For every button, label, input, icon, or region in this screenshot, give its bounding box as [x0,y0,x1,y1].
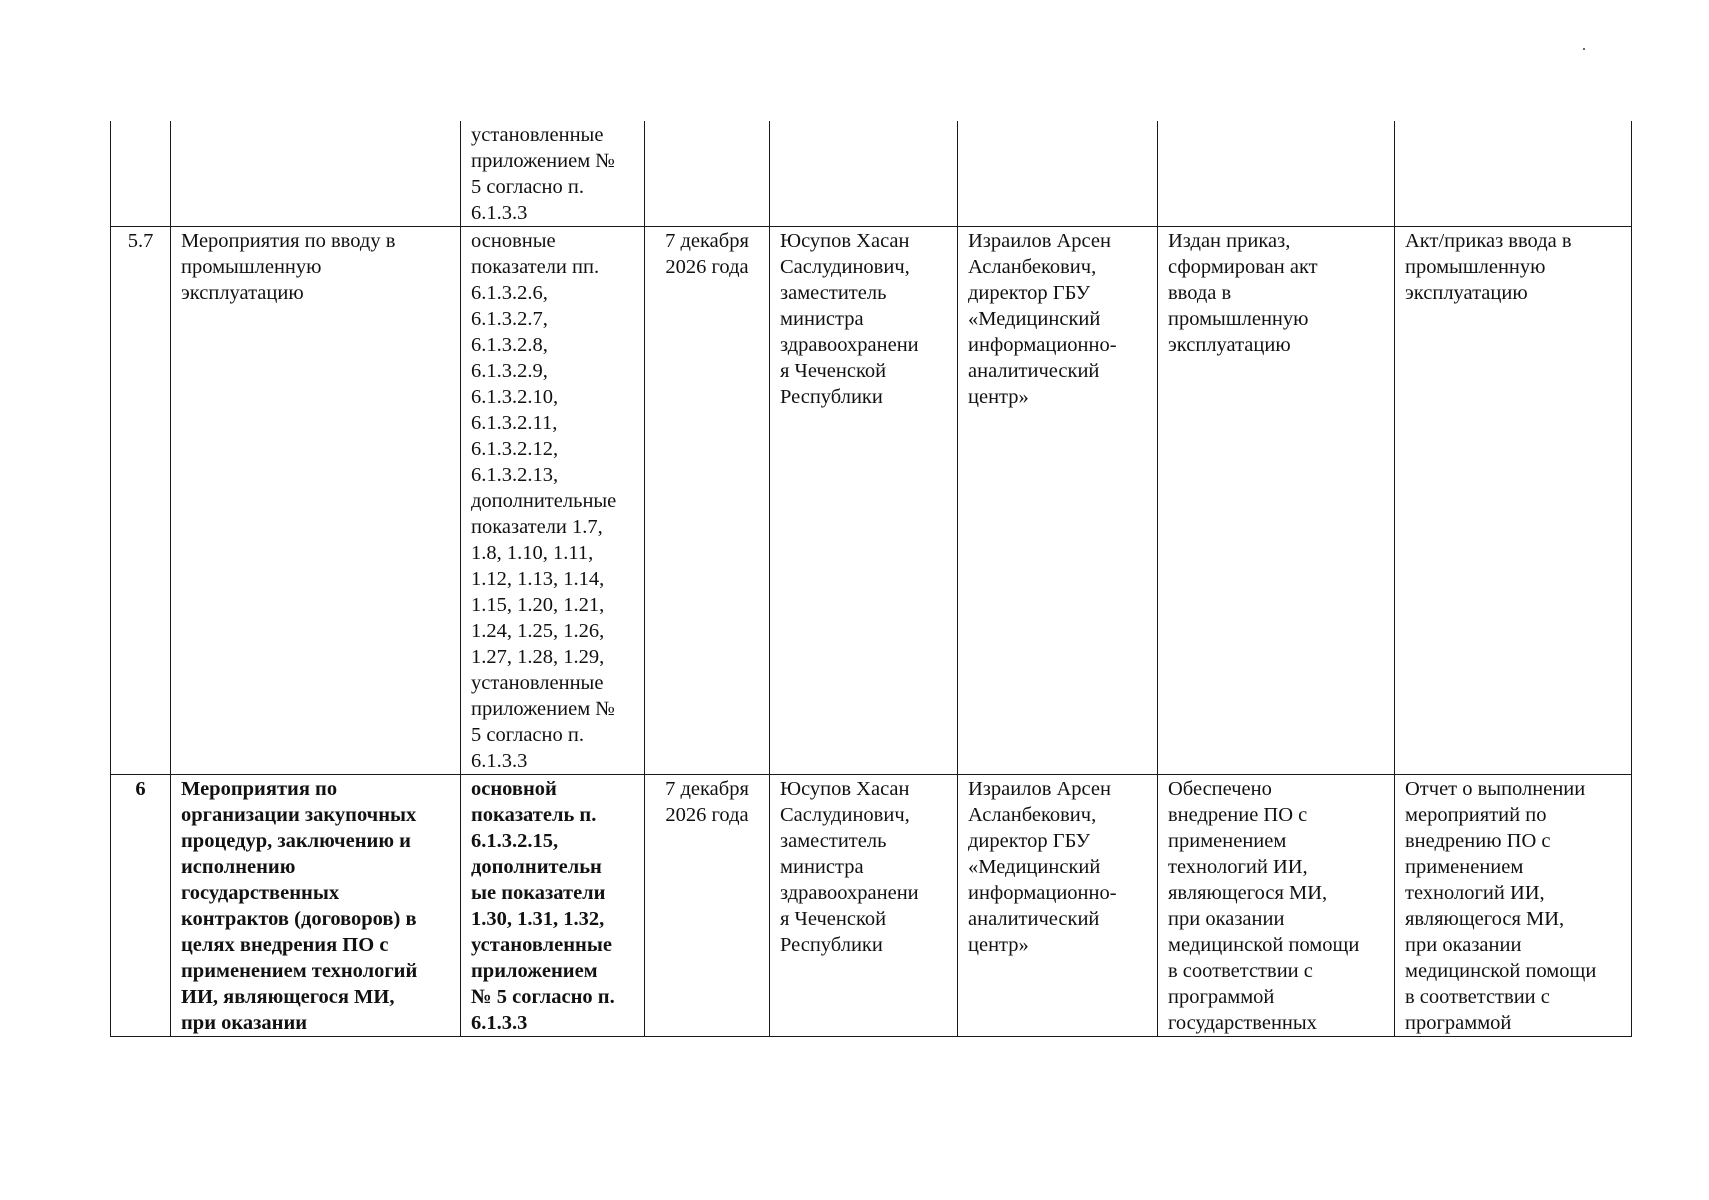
result-cell: Обеспечено внедрение ПО с применением технологий ИИ, являющегося МИ, при оказании медицинской помощи в соответствии с программой государственных [1158,775,1395,1037]
document-cell: Отчет о выполнении мероприятий по внедрению ПО с применением технологий ИИ, являющегося МИ, при оказании медицинской помощи в соответствии с программой [1395,775,1632,1037]
document-cell: Акт/приказ ввода в промышленную эксплуатацию [1395,227,1632,775]
row-number-cell [111,121,171,227]
table-row [111,775,1632,1037]
event-cell: Мероприятия по вводу в промышленную эксплуатацию [171,227,461,775]
deadline-cell [645,121,770,227]
result-cell [1158,121,1395,227]
deadline-cell: 7 декабря 2026 года [645,227,770,775]
indicators-cell: основной показатель п. 6.1.3.2.15, дополнительн ые показатели 1.30, 1.31, 1.32, установленные приложением № 5 согласно п. 6.1.3.3 [461,775,645,1037]
executor-cell: Израилов Арсен Асланбекович, директор ГБУ «Медицинский информационно- аналитический центр» [958,775,1158,1037]
responsible-cell: Юсупов Хасан Саслудинович, заместитель министра здравоохранени я Чеченской Республики [770,227,958,775]
indicators-cell: установленные приложением № 5 согласно п. 6.1.3.3 [461,121,645,227]
action-plan-table [110,121,1632,1037]
executor-cell [958,121,1158,227]
deadline-cell: 7 декабря 2026 года [645,775,770,1037]
result-cell: Издан приказ, сформирован акт ввода в промышленную эксплуатацию [1158,227,1395,775]
row-number-cell: 6 [111,775,171,1037]
event-cell: Мероприятия по организации закупочных процедур, заключению и исполнению государственных контрактов (договоров) в целях внедрения ПО с применением технологий ИИ, являющегося МИ, при оказании [171,775,461,1037]
table-row [111,121,1632,227]
executor-cell: Израилов Арсен Асланбекович, директор ГБУ «Медицинский информационно- аналитический центр» [958,227,1158,775]
responsible-cell: Юсупов Хасан Саслудинович, заместитель министра здравоохранени я Чеченской Республики [770,775,958,1037]
document-cell [1395,121,1632,227]
row-number-cell: 5.7 [111,227,171,775]
responsible-cell [770,121,958,227]
table-row [111,227,1632,775]
event-cell [171,121,461,227]
indicators-cell: основные показатели пп. 6.1.3.2.6, 6.1.3.2.7, 6.1.3.2.8, 6.1.3.2.9, 6.1.3.2.10, 6.1.3.2.11, 6.1.3.2.12, 6.1.3.2.13, дополнительные показатели 1.7, 1.8, 1.10, 1.11, 1.12, 1.13, 1.14, 1.15, 1.20, 1.21, 1.24, 1.25, 1.26, 1.27, 1.28, 1.29, установленные приложением № 5 согласно п. 6.1.3.3 [461,227,645,775]
scan-speck [1583,48,1585,50]
